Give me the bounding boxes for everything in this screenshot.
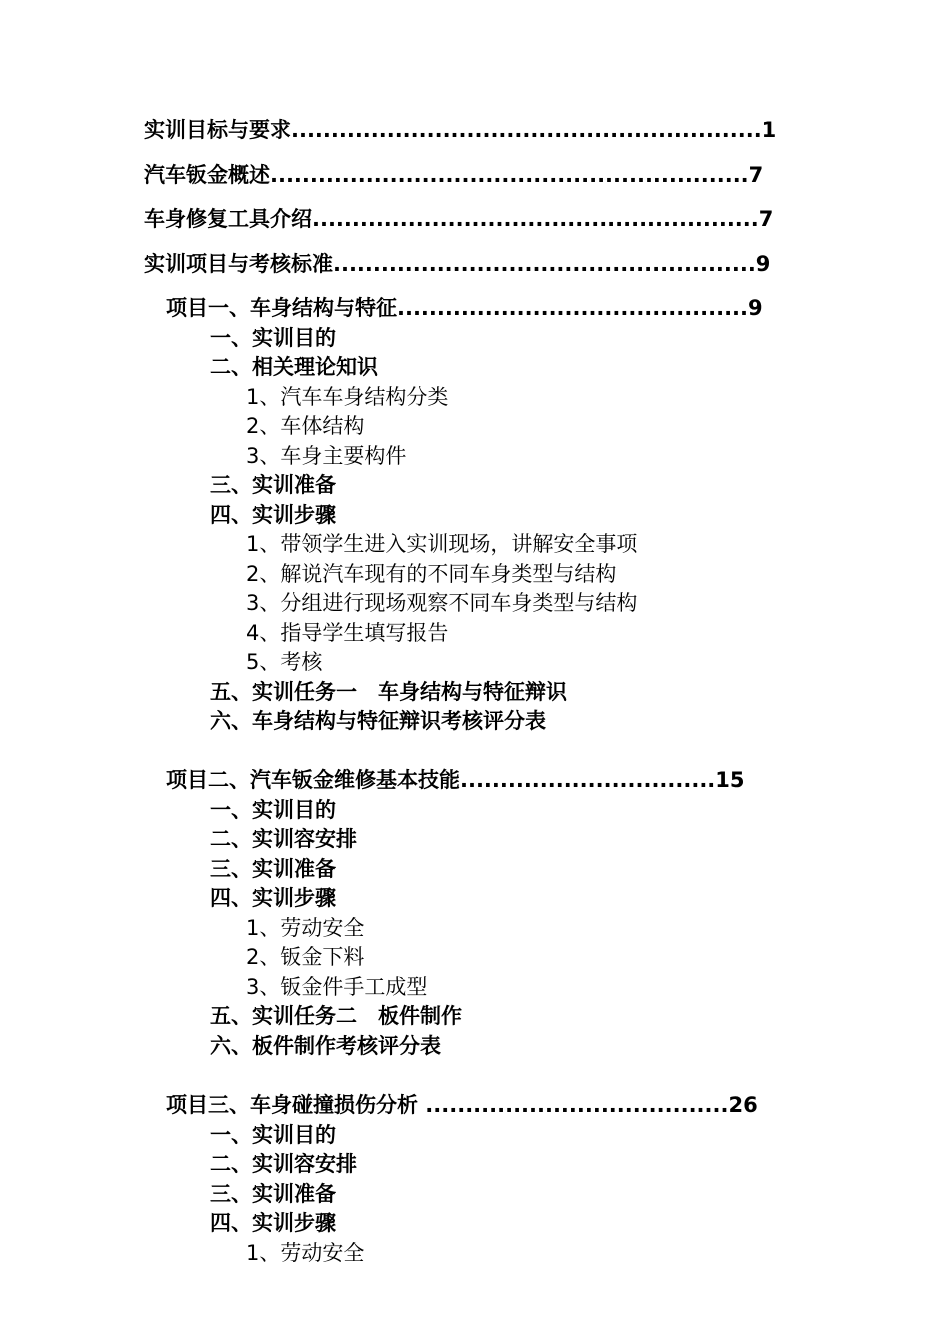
toc-p1-item-2-1[interactable]: 1、汽车车身结构分类 [246,385,449,409]
toc-project-2-title[interactable]: 项目二、汽车钣金维修基本技能................................15 [166,768,745,792]
toc-p2-item-4-1[interactable]: 1、劳动安全 [246,916,365,940]
toc-p1-section-3[interactable]: 三、实训准备 [210,473,336,497]
toc-p2-section-5[interactable]: 五、实训任务二 板件制作 [210,1004,462,1028]
toc-p2-section-2[interactable]: 二、实训容安排 [210,827,357,851]
toc-p1-item-4-3[interactable]: 3、分组进行现场观察不同车身类型与结构 [246,591,638,615]
toc-p1-item-4-1[interactable]: 1、带领学生进入实训现场，讲解安全事项 [246,532,638,556]
toc-p3-section-1[interactable]: 一、实训目的 [210,1123,336,1147]
toc-p1-section-6[interactable]: 六、车身结构与特征辩识考核评分表 [210,709,546,733]
toc-p3-section-2[interactable]: 二、实训容安排 [210,1152,357,1176]
toc-entry-sheet-metal-overview[interactable]: 汽车钣金概述............................................................7 [144,163,764,187]
toc-p1-section-4[interactable]: 四、实训步骤 [210,503,336,527]
toc-p3-section-4[interactable]: 四、实训步骤 [210,1211,336,1235]
toc-p2-section-1[interactable]: 一、实训目的 [210,798,336,822]
toc-p1-item-2-2[interactable]: 2、车体结构 [246,414,365,438]
toc-p3-section-3[interactable]: 三、实训准备 [210,1182,336,1206]
toc-p1-item-2-3[interactable]: 3、车身主要构件 [246,444,407,468]
toc-p1-item-4-4[interactable]: 4、指导学生填写报告 [246,621,449,645]
toc-p1-item-4-5[interactable]: 5、考核 [246,650,323,674]
toc-entry-training-goals[interactable]: 实训目标与要求...........................................................1 [144,118,777,142]
toc-p2-section-6[interactable]: 六、板件制作考核评分表 [210,1034,441,1058]
toc-p1-section-2[interactable]: 二、相关理论知识 [210,355,378,379]
toc-project-3-title[interactable]: 项目三、车身碰撞损伤分析 ......................................26 [166,1093,758,1117]
toc-p2-section-3[interactable]: 三、实训准备 [210,857,336,881]
toc-p2-item-4-3[interactable]: 3、钣金件手工成型 [246,975,428,999]
toc-p1-section-5[interactable]: 五、实训任务一 车身结构与特征辩识 [210,680,567,704]
toc-project-1-title[interactable]: 项目一、车身结构与特征............................................9 [166,296,763,320]
toc-p1-section-1[interactable]: 一、实训目的 [210,326,336,350]
toc-entry-projects-standards[interactable]: 实训项目与考核标准.....................................................9 [144,252,771,276]
toc-p2-section-4[interactable]: 四、实训步骤 [210,886,336,910]
toc-p1-item-4-2[interactable]: 2、解说汽车现有的不同车身类型与结构 [246,562,617,586]
toc-p3-item-4-1[interactable]: 1、劳动安全 [246,1241,365,1265]
toc-entry-repair-tools[interactable]: 车身修复工具介绍........................................................7 [144,207,774,231]
toc-p2-item-4-2[interactable]: 2、钣金下料 [246,945,365,969]
